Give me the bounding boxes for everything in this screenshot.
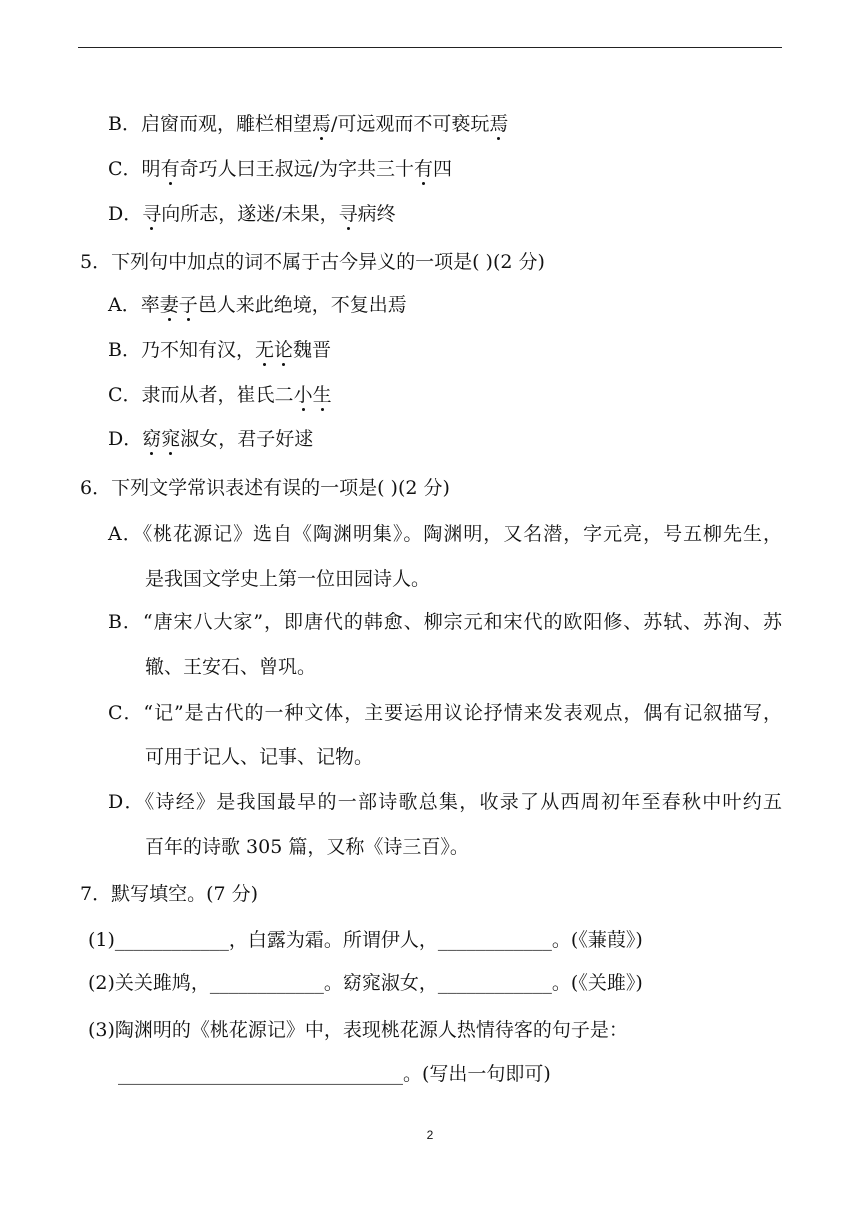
header-rule — [78, 47, 782, 48]
option-text: /可远观而不可亵玩 — [331, 113, 490, 135]
q6-option-c-line1 — [108, 701, 782, 725]
option-text: 奇巧人曰王叔远/为字共三十 — [179, 158, 414, 180]
option-text: 《诗经》是我国最早的一部诗歌总集，收录了从西周初年至春秋中叶约五 — [144, 791, 782, 813]
q7-item-2: (2)关关雎鸠，____________。窈窕淑女，____________。(《关雎》) — [88, 972, 643, 994]
option-label: C． — [108, 384, 142, 406]
emphasized-char: 有 — [160, 158, 180, 180]
option-label: A． — [108, 523, 143, 545]
option-label: D． — [108, 203, 143, 225]
q4-option-d — [108, 202, 396, 226]
option-text: “记”是古代的一种文体，主要运用议论抒情来发表观点，偶有记叙描写， — [143, 702, 782, 724]
q6-option-d-line2: 百年的诗歌 305 篇，又称《诗三百》。 — [145, 836, 469, 858]
emphasized-char: 有 — [413, 158, 433, 180]
option-label: A． — [108, 294, 141, 316]
option-text: 向所志，遂迷/未果， — [161, 203, 339, 225]
q7-item-3: (3)陶渊明的《桃花源记》中，表现桃花源人热情待客的句子是： — [88, 1019, 628, 1041]
q6-option-a-line2: 是我国文学史上第一位田园诗人。 — [145, 568, 431, 590]
page-number: 2 — [426, 1128, 434, 1142]
q7-item-1: (1)____________，白露为霜。所谓伊人，____________。(《蒹葭》) — [88, 929, 643, 951]
q5-option-b — [108, 338, 331, 362]
q6-option-b-line1 — [108, 610, 782, 634]
option-text: 邑人来此绝境，不复出焉 — [197, 294, 407, 316]
q5-option-a — [108, 293, 407, 317]
q5-option-d — [108, 427, 313, 451]
emphasized-char: 无 — [254, 339, 274, 361]
q6-option-b-line2: 辙、王安石、曾巩。 — [145, 656, 317, 678]
emphasized-char: 窈 — [142, 428, 162, 450]
q6-option-c-line2: 可用于记人、记事、记物。 — [145, 746, 374, 768]
emphasized-char: 妻 — [159, 294, 179, 316]
option-text: 隶而从者，崔氏二 — [141, 384, 294, 406]
q5-stem: 5．下列句中加点的词不属于古今异义的一项是( )(2 分) — [80, 251, 545, 273]
option-text: 淑女，君子好逑 — [180, 428, 314, 450]
option-label: B． — [108, 113, 141, 135]
option-text: 病终 — [357, 203, 396, 225]
q4-option-b — [108, 112, 508, 136]
q6-option-a-line1 — [108, 522, 782, 546]
emphasized-char: 生 — [312, 384, 332, 406]
emphasized-char: 寻 — [142, 203, 162, 225]
option-text: 乃不知有汉， — [140, 339, 255, 361]
option-text: 率 — [140, 294, 160, 316]
emphasized-char: 小 — [293, 384, 313, 406]
emphasized-char: 焉 — [489, 113, 509, 135]
emphasized-char: 寻 — [338, 203, 358, 225]
option-label: D． — [108, 428, 143, 450]
q7-item-3-answer-blank: ______________________________。(写出一句即可) — [118, 1063, 551, 1085]
option-label: B． — [108, 611, 143, 633]
q6-stem: 6．下列文学常识表述有误的一项是( )(2 分) — [80, 477, 450, 499]
option-label: C． — [108, 158, 142, 180]
option-text: 四 — [433, 158, 453, 180]
q7-stem: 7．默写填空。(7 分) — [80, 883, 259, 905]
option-text: 《桃花源记》选自《陶渊明集》。陶渊明，又名潜，字元亮，号五柳先生， — [142, 523, 782, 545]
emphasized-char: 焉 — [311, 113, 331, 135]
emphasized-char: 窕 — [161, 428, 181, 450]
option-label: C． — [108, 702, 144, 724]
option-text: 魏晋 — [293, 339, 332, 361]
option-text: 启窗而观，雕栏相望 — [140, 113, 312, 135]
option-text: 明 — [141, 158, 161, 180]
q5-option-c — [108, 383, 332, 407]
option-label: B． — [108, 339, 141, 361]
emphasized-char: 论 — [274, 339, 294, 361]
option-text: “唐宋八大家”，即唐代的韩愈、柳宗元和宋代的欧阳修、苏轼、苏洵、苏 — [142, 611, 782, 633]
q4-option-c — [108, 157, 452, 181]
emphasized-char: 子 — [178, 294, 198, 316]
option-label: D． — [108, 791, 145, 813]
q6-option-d-line1 — [108, 790, 782, 814]
